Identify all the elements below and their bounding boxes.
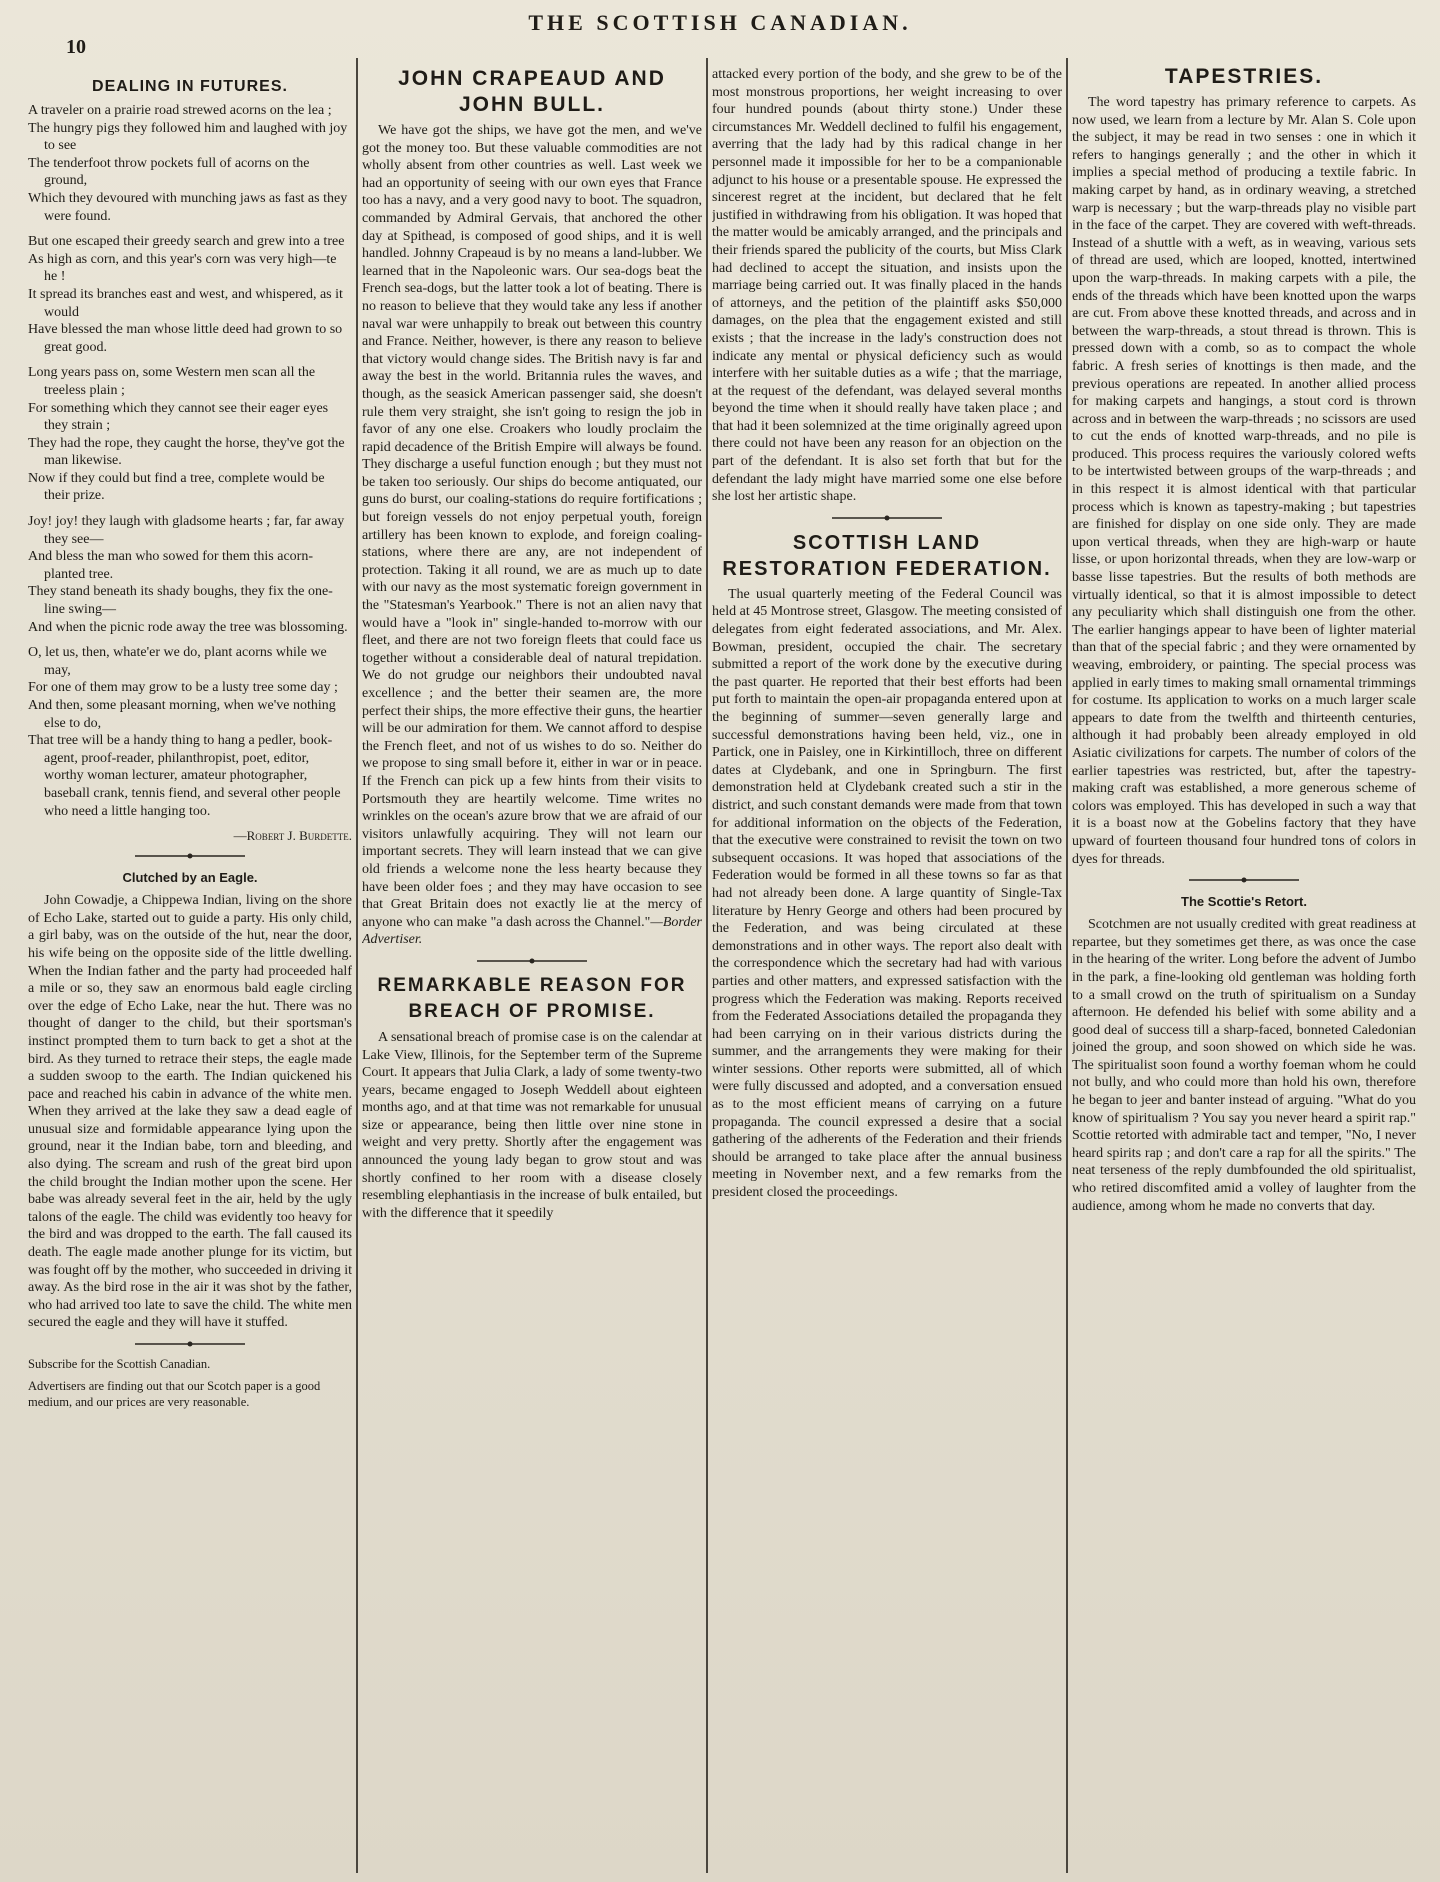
retort-title: The Scottie's Retort. [1181,894,1307,910]
poem-line: They stand beneath its shady boughs, they fix the one-line swing— [28,584,333,618]
poem-line: For one of them may grow to be a lusty tree some day ; [28,680,338,696]
column-1 [28,62,352,1872]
crapeaud-body: We have got the ships, we have got the men, and we've got the money too. But these valuable commodities are not wholly absent from other countries as well. Last week we had an opportunity of seeing with our own eyes that France too has a navy, and a very good navy to boot. The squadron, commanded by Admiral Gervais, that anchored the other day at Spithead, is composed of good ships, and it is well handled. Johnny Crapeaud is by no means a land-lubber. We learned that in the Napoleonic wars. Our sea-dogs beat the French sea-dogs, but the latter took a lot of beating. There is no reason to believe that they would take any less if another naval war were unhappily to break out between this country and France. Neither, however, is there any reason to believe that victory would change sides. The British navy is far and away the best in the world. Britannia rules the waves, and though, as the seasick American passenger said, she doesn't rule them very straight, she isn't going to resign the job in favor of any one else. Croakers who loudly proclaim the rapid decadence of the British Empire will always be found. They discharge a useful function enough ; but they must not be taken too seriously. Our ships do become antiquated, our guns do burst, our coaling-stations do require fortifications ; but foreign vessels do not enjoy perpetual youth, foreign artillery has been known to explode, and foreign coaling-stations, where there are any, are not independent of protection. Taking it all round, we are as much up to date with our navy as the most systematic foreign government in the "Statesman's Yearbook." There is not an alien navy that would have a "look in" single-handed to-morrow with our fleet, and there are not two foreign fleets that could face us together without a considerable deal of natural trepidation. We do not grudge our neighbors their undoubted naval excellence ; and the better their seamen are, the more perfect their ships, the more effective their guns, the heartier will be our admiration for them. We cannot afford to despise the French fleet, and not of us wishes to do so. Neither do we propose to sing small before it, either in war or in peace. If the French can pick up a few hints from their visits to Portsmouth they are heartily welcome. Time writes no wrinkles on the ocean's azure brow that we are afraid of our visitors unlawfully acquiring. They will not learn our important secrets. They will learn instead that we can give old friends a welcome none the less hearty because they have been older foes ; and they may have occasion to see that Great Britain does not exactly lie at the mercy of anyone who can make "a dash across the Channel." [362,123,702,930]
separator-ornament [477,957,587,965]
federation-title: SCOTTISH LAND RESTORATION FEDERATION. [722,531,1052,580]
crapeaud-text [362,122,702,949]
poem-line: Long years pass on, some Western men scan all the treeless plain ; [28,365,316,398]
column-2 [362,62,702,1872]
poem-stanza [28,644,352,820]
poem-line: But one escaped their greedy search and grew into a tree [28,234,345,250]
poem-line: Which they devoured with munching jaws as fast as they were found. [28,190,348,224]
poem-stanza [28,513,352,636]
poem-line: It spread its branches east and west, and whispered, as it would [28,286,343,320]
separator-ornament [135,852,245,860]
poem-line: O, let us, then, whate'er we do, plant acorns while we may, [28,645,327,678]
masthead [0,6,1440,58]
poem-line: They had the rope, they caught the horse, they've got the man likewise. [28,435,345,469]
poem-line: For something which they cannot see their eager eyes they strain ; [28,400,329,434]
paper-title: THE SCOTTISH CANADIAN. [528,10,912,35]
poem-attribution: —Robert J. Burdette. [233,828,352,844]
eagle-text: John Cowadje, a Chippewa Indian, living on the shore of Echo Lake, started out to guide a party. His only child, a girl baby, was on the outside of the hut, near the door, his wife being on the opposite side of the little dwelling. When the Indian father and the party had proceeded half a mile or so, they saw an enormous bald eagle circling over the edge of Echo Lake, near the hut. There was no thought of danger to the child, but their sportsman's instinct prompted them to turn back to get a shot at the bird. As they turned to retrace their steps, the eagle made a sudden swoop to the earth. The Indian quickened his pace and reached his cabin in advance of the white men. When they arrived at the lake they saw a dead eagle of unusual size and formidable appearance lying upon the ground, near it the Indian babe, torn and bleeding, and also dying. The scream and rush of the great bird upon the child brought the Indian mother upon the scene. Her babe was already several feet in the air, held by the ugly talons of the eagle. The child was evidently too heavy for the bird and was dropped to the earth. The fall caused its death. The eagle made another plunge for its victim, but was fought off by the mother, who succeeded in driving it away. As the bird rose in the air it was shot by the father, who had arrived too late to save the child. The white men secured the eagle and they will have it stuffed. [28,893,352,1331]
crapeaud-source: —Border Advertiser. [362,914,702,948]
poem-title: DEALING IN FUTURES. [92,78,288,95]
poem-line: As high as corn, and this year's corn was very high—te he ! [28,251,337,285]
poem-line: And then, some pleasant morning, when we've nothing else to do, [28,698,336,731]
column-4 [1072,62,1416,1872]
tapestries-text: The word tapestry has primary reference to carpets. As now used, we learn from a lecture by Mr. Alan S. Cole upon the subject, it may be read in two senses : one in which it refers to hangings generally ; and the other in which it implies a special method of producing a textile fabric. In making carpet by hand, as in ordinary weaving, a stretched warp is necessary ; but the warp-threads play no visible part in the face of the carpet. They are covered with weft-threads. Instead of a shuttle with a weft, as in weaving, various sets of thread are used, which are looped, knotted, intertwined upon the warp-threads. In making carpets with a pile, the ends of the threads which have been knotted upon the warps are cut. From above these knotted threads, and across and in between the warp-threads, a stout thread is thrown. This is pressed down with a comb, so as to compact the whole fabric. A fresh series of knottings is then made, and the previous operations are repeated. In another allied process for making carpets and hangings, a stout cord is thrown across and in between the warp-threads ; no scissors are used to cut the ends of knotted warp-threads, and no pile is produced. This process requires the variously colored wefts to be intertwisted between groups of the warp-threads ; and in this respect it is almost identical with that particular process which is known as tapestry-making ; but tapestries are finished for display on one side only. They are made upon vertical threads, when they are high-warp or haute lisse, or upon horizontal threads, when they are low-warp or basse lisse tapestries. But the results of both methods are virtually identical, so that it is almost impossible to detect any peculiarity which shall distinguish one from the other. The earlier hangings appear to have been of lighter material than that of the special fabric ; and they were ornamented by weaving, embroidery, or painting. The special process was applied in early times to making small ornamental trimmings for costume. Its application to works on a much larger scale appears to date from the twelfth and thirteenth centuries, although it had probably been already employed in old Asiatic civilizations for carpets. The number of colors of the earlier tapestries was restricted, but, after the tapestry-making craft was established, a more generous scheme of colors was employed. This has developed in such a way that it is a boast now at the Gobelins factory that they have upward of fourteen thousand four hundred tons of colors in dyes for threads. [1072,95,1416,867]
column-rule [356,58,358,1873]
poem-stanza [28,364,352,505]
poem-line: And when the picnic rode away the tree was blossoming. [28,619,348,635]
tapestries-title: TAPESTRIES. [1164,65,1324,88]
breach-title: REMARKABLE REASON FOR BREACH OF PROMISE. [377,974,687,1022]
breach-text: A sensational breach of promise case is on the calendar at Lake View, Illinois, for the September term of the Supreme Court. It appears that Julia Clark, a lady of some twenty-two years, became engaged to Joseph Weddell about eighteen months ago, and at that time was not remarkable for unusual size or appearance, being then little over nine stone in weight and very pretty. Shortly after the engagement was announced the young lady began to grow stout and was shortly confined to her room with a disease closely resembling elephantiasis in the increase of bulk entailed, but with the difference that it speedily [362,1029,702,1221]
poem-line: And bless the man who sowed for them this acorn-planted tree. [28,549,313,582]
page-number: 10 [66,36,86,58]
poem-line: Have blessed the man whose little deed had grown to so great good. [28,322,343,355]
poem-line: That tree will be a handy thing to hang a pedler, book-agent, proof-reader, philanthropist, poet, editor, worthy woman lecturer, amateur photographer, baseball crank, tennis fiend, and several other people who need a little hanging too. [28,733,341,819]
poem-stanza [28,102,352,225]
federation-text: The usual quarterly meeting of the Federal Council was held at 45 Montrose street, Glasgow. The meeting consisted of delegates from eight federated associations, and Mr. Alex. Bowman, president, occupied the chair. The secretary submitted a report of the work done by the executive during the past quarter. He reported that their best efforts had been put forth to maintain the open-air propaganda entered upon at the beginning of summer—seven generally large and successful demonstrations having been held, viz., one in Partick, one in Paisley, one in Kirkintilloch, three on different dates at Clydebank, and one in Springburn. The first demonstration held at Clydebank created such a stir in the district, and such constant demands were made from that town for additional information on the objects of the Federation, that the executive were constrained to revisit the town on two subsequent occasions. It was hoped that associations of the Federation would be formed in all these towns so far as that had not already been done. A large quantity of Single-Tax literature by Henry George and others had been procured by the Federation, and was being circulated at these demonstrations and in other ways. The report also dealt with the correspondence which the secretary had had with various parties and other matters, and expressed satisfaction with the progress which the Federation was making. Reports received from the Federated Associations detailed the propaganda they had been carrying on in their various districts during the summer, and the arrangements they were making for their winter sessions. Other reports were submitted, all of which were fully discussed and adopted, and a conversation ensued as to the most efficient means of carrying on a future propaganda. The council expressed a desire that a social gathering of the adherents of the Federation and their friends should be arranged to take place after the annual business meeting in November next, and a few remarks from the president closed the proceedings. [712,586,1062,1201]
poem-line: The hungry pigs they followed him and laughed with joy to see [28,120,348,154]
poem-line: Now if they could but find a tree, complete would be their prize. [28,470,325,504]
separator-ornament [832,514,942,522]
advertisers-note: Advertisers are finding out that our Scotch paper is a good medium, and our prices are very reasonable. [28,1379,321,1409]
separator-ornament [135,1340,245,1348]
poem-stanza [28,233,352,356]
column-rule [1066,58,1068,1873]
breach-continued-text: attacked every portion of the body, and she grew to be of the most monstrous proportions, her weight increasing to over four hundred pounds (about thirty stone.) Under these circumstances Mr. Weddell declined to fulfil his engagement, averring that the lady had by this radical change in her personnel made it impossible for her to be a companionable adjunct to his house or a presentable spouse. He expressed the sincerest regret at the incident, but declared that he felt justified in withdrawing from his obligation. It was hoped that the matter would be amicably arranged, and the principals and their friends spared the publicity of the courts, but Miss Clark had declined to accept the situation, and insists upon the marriage being carried out. It was finally placed in the hands of attorneys, and the petition of the plaintiff asks $50,000 damages, on the plea that the engagement existed and still exists ; that the increase in the lady's construction does not indicate any mental or physical deficiency such as would interfere with her suitable duties as a wife ; that the marriage, at the request of the defendant, was delayed several months beyond the time when it should really have taken place ; and that had it been solemnized at the time originally agreed upon there could not have been any reason for an objection on the part of the defendant. It is also set forth that but for the defendant the lady might have married some one else before she lost her artistic shape. [712,67,1062,505]
separator-ornament [1189,876,1299,884]
retort-text: Scotchmen are not usually credited with great readiness at repartee, but they sometimes get there, as was once the case in the hearing of the writer. Long before the advent of Jumbo in the park, a fine-looking old gentleman was holding forth to a small crowd on the truth of spiritualism on a Sunday afternoon. He defended his belief with some ability and a good deal of success till a sharp-faced, bonneted Caledonian joined the group, and soon showed on which side he was. The spiritualist soon found a worthy foeman whom he could not bully, and who could more than hold his own, therefore he began to jeer and banter instead of arguing. "What do you know of spiritualism ? You say you never heard a spirit rap." Scottie retorted with admirable tact and temper, "No, I never heard spirits rap ; and don't care a rap for all the spirits." The neat terseness of the reply dumbfounded the old spiritualist, who retired discomfited amid a volley of laughter from the audience, among whom he made no converts that day. [1072,917,1416,1214]
column-3 [712,62,1062,1872]
poem-line: The tenderfoot throw pockets full of acorns on the ground, [28,155,310,189]
poem-line: A traveler on a prairie road strewed acorns on the lea ; [28,103,332,118]
poem-line: Joy! joy! they laugh with gladsome hearts ; far, far away they see— [28,514,345,547]
poem [28,102,352,820]
column-rule [706,58,708,1873]
eagle-title: Clutched by an Eagle. [122,870,258,886]
crapeaud-title: JOHN CRAPEAUD AND JOHN BULL. [398,67,666,116]
subscribe-note: Subscribe for the Scottish Canadian. [28,1357,211,1371]
